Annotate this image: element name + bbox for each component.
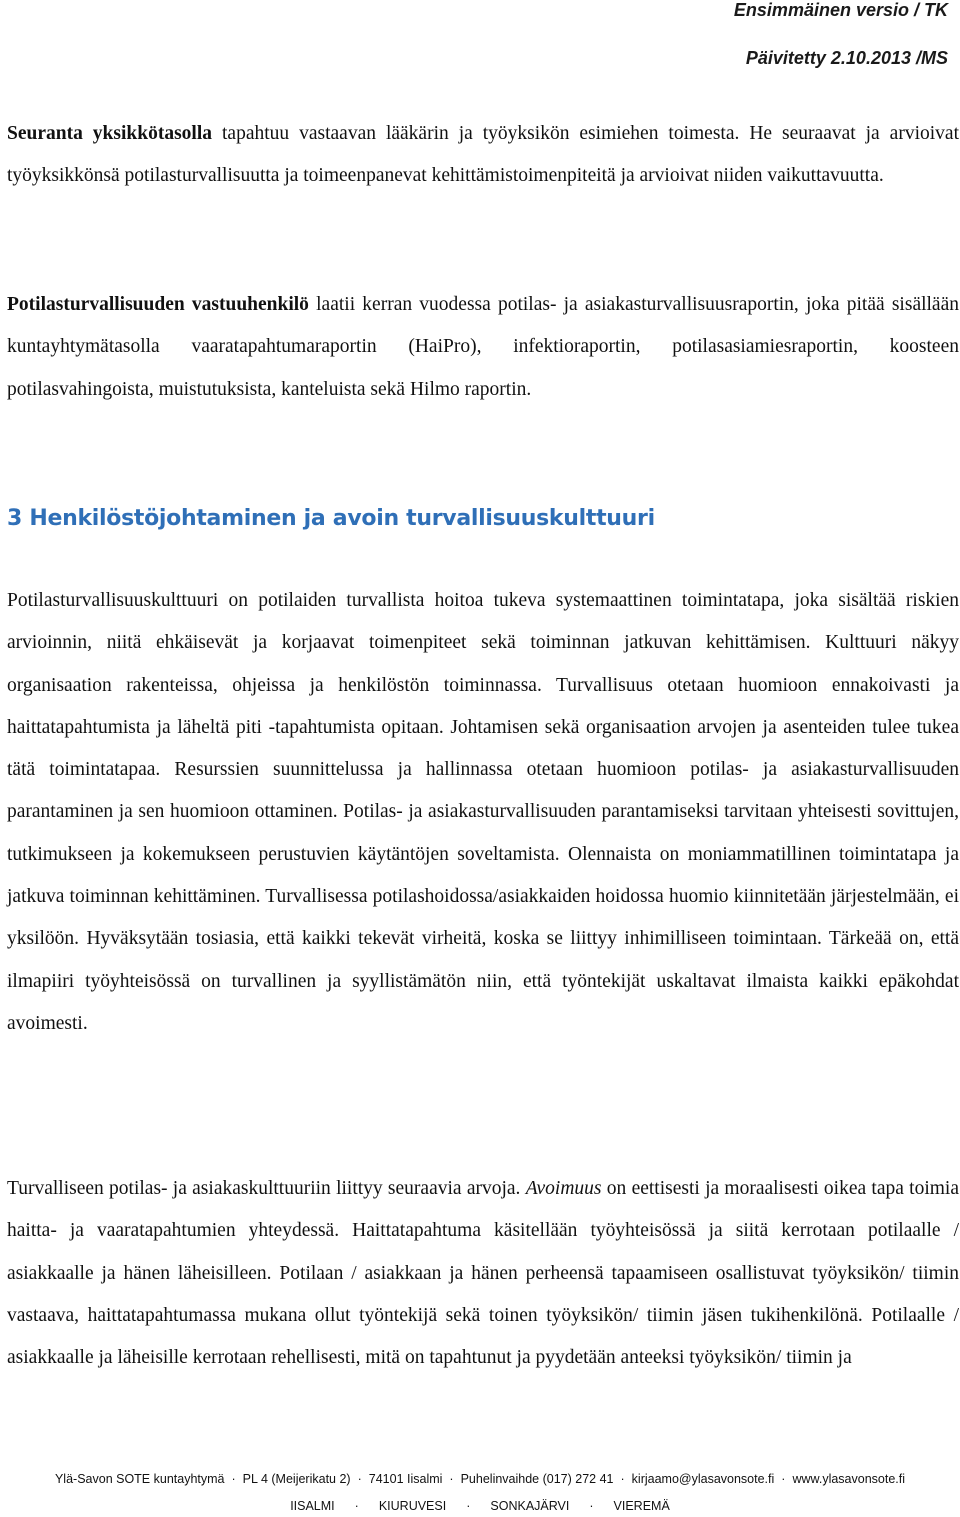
footer-phone: Puhelinvaihde (017) 272 41	[460, 1472, 614, 1486]
footer-municipalities	[0, 1499, 960, 1513]
footer-separator: ·	[357, 1472, 362, 1486]
footer-municipality: KIURUVESI	[378, 1499, 447, 1513]
paragraph-text: Turvalliseen potilas- ja asiakaskulttuuriin liittyy seuraavia arvoja.	[7, 1178, 526, 1199]
paragraph-seuranta	[7, 113, 959, 198]
footer-separator: ·	[589, 1499, 594, 1513]
section-heading: 3 Henkilöstöjohtaminen ja avoin turvallisuuskulttuuri	[7, 506, 655, 531]
footer-municipality: IISALMI	[290, 1499, 335, 1513]
paragraph-text: tapahtuu vastaavan lääkärin ja työyksikön esimiehen toimesta. He seuraavat ja arvioivat työyksikkönsä potilasturvallisuutta ja toimeenpanevat kehittämistoimenpiteitä ja arvioivat niiden vaikuttavuutta.	[7, 123, 959, 187]
paragraph-turvallisuuskulttuuri: Potilasturvallisuuskulttuuri on potilaiden turvallista hoitoa tukeva systemaattinen toimintatapa, joka sisältää riskien arvioinnin, niitä ehkäisevät ja korjaavat toimenpiteet sekä toiminnan jatkuvan kehittämisen. Kulttuuri näkyy organisaation rakenteissa, ohjeissa ja henkilöstön toiminnassa. Turvallisuus otetaan huomioon ennakoivasti ja haittatapahtumista ja läheltä piti -tapahtumista opitaan. Johtamisen sekä organisaation arvojen ja asenteiden tulee tukea tätä toimintatapaa. Resurssien suunnittelussa ja hallinnassa otetaan huomioon potilas- ja asiakasturvallisuuden parantaminen ja sen huomioon ottaminen. Potilas- ja asiakasturvallisuuden parantamiseksi tarvitaan yhteisesti sovittujen, tutkimukseen ja kokemukseen perustuvien käytäntöjen soveltamista. Olennaista on moniammatillinen toimintatapa ja jatkuva toiminnan kehittäminen. Turvallisessa potilashoidossa/asiakkaiden hoidossa huomio kiinnitetään järjestelmään, ei yksilöön. Hyväksytään tosiasia, että kaikki tekevät virheitä, koska se liittyy inhimilliseen toimintaan. Tärkeää on, että ilmapiiri työyhteisössä on turvallinen ja syyllistämätön niin, että työntekijät uskaltavat ilmaista kaikki epäkohdat avoimesti.	[7, 590, 959, 1034]
footer-organization: Ylä-Savon SOTE kuntayhtymä	[54, 1472, 225, 1486]
footer-municipality: VIEREMÄ	[613, 1499, 670, 1513]
paragraph-lead-bold: Potilasturvallisuuden vastuuhenkilö	[7, 294, 309, 315]
footer-postal: 74101 Iisalmi	[368, 1472, 443, 1486]
paragraph-emphasis: Avoimuus	[525, 1178, 602, 1199]
footer-separator: ·	[620, 1472, 625, 1486]
footer-separator: ·	[781, 1472, 786, 1486]
footer-separator: ·	[466, 1499, 471, 1513]
footer-separator: ·	[231, 1472, 236, 1486]
paragraph-vastuuhenkilo	[7, 284, 959, 411]
document-updated-date: Päivitetty 2.10.2013 /MS	[745, 48, 948, 68]
paragraph-text: on eettisesti ja moraalisesti oikea tapa toimia haitta- ja vaaratapahtumien yhteydessä. Haittatapahtuma käsitellään työyhteisössä ja siitä kerrotaan potilaalle / asiakkaalle ja hänen läheisilleen. Potilaan / asiakkaan ja hänen perheensä tapaamiseen osallistuvat työyksikön/ tiimin vastaava, haittatapahtumassa mukana ollut työntekijä sekä toinen työyksikön/ tiimin jäsen tukihenkilönä. Potilaalle / asiakkaalle ja läheisille kerrotaan rehellisesti, mitä on tapahtunut ja pyydetään anteeksi työyksikön/ tiimin ja	[7, 1178, 959, 1369]
footer-separator: ·	[354, 1499, 359, 1513]
footer-email: kirjaamo@ylasavonsote.fi	[631, 1472, 775, 1486]
paragraph-text: laatii kerran vuodessa potilas- ja asiakasturvallisuusraportin, joka pitää sisällään kuntayhtymätasolla vaaratapahtumaraportin (HaiPro), infektioraportin, potilasasiamiesraportin, koosteen potilasvahingoista, muistutuksista, kanteluista sekä Hilmo raportin.	[7, 294, 959, 400]
footer-website: www.ylasavonsote.fi	[792, 1472, 906, 1486]
footer-municipality: SONKAJÄRVI	[490, 1499, 570, 1513]
document-version: Ensimmäinen versio / TK	[733, 0, 948, 20]
footer-address: PL 4 (Meijerikatu 2)	[242, 1472, 351, 1486]
paragraph-lead-bold: Seuranta yksikkötasolla	[7, 123, 213, 144]
footer-contact-line	[0, 1472, 960, 1486]
footer-separator: ·	[449, 1472, 454, 1486]
paragraph-arvot	[7, 1168, 959, 1379]
